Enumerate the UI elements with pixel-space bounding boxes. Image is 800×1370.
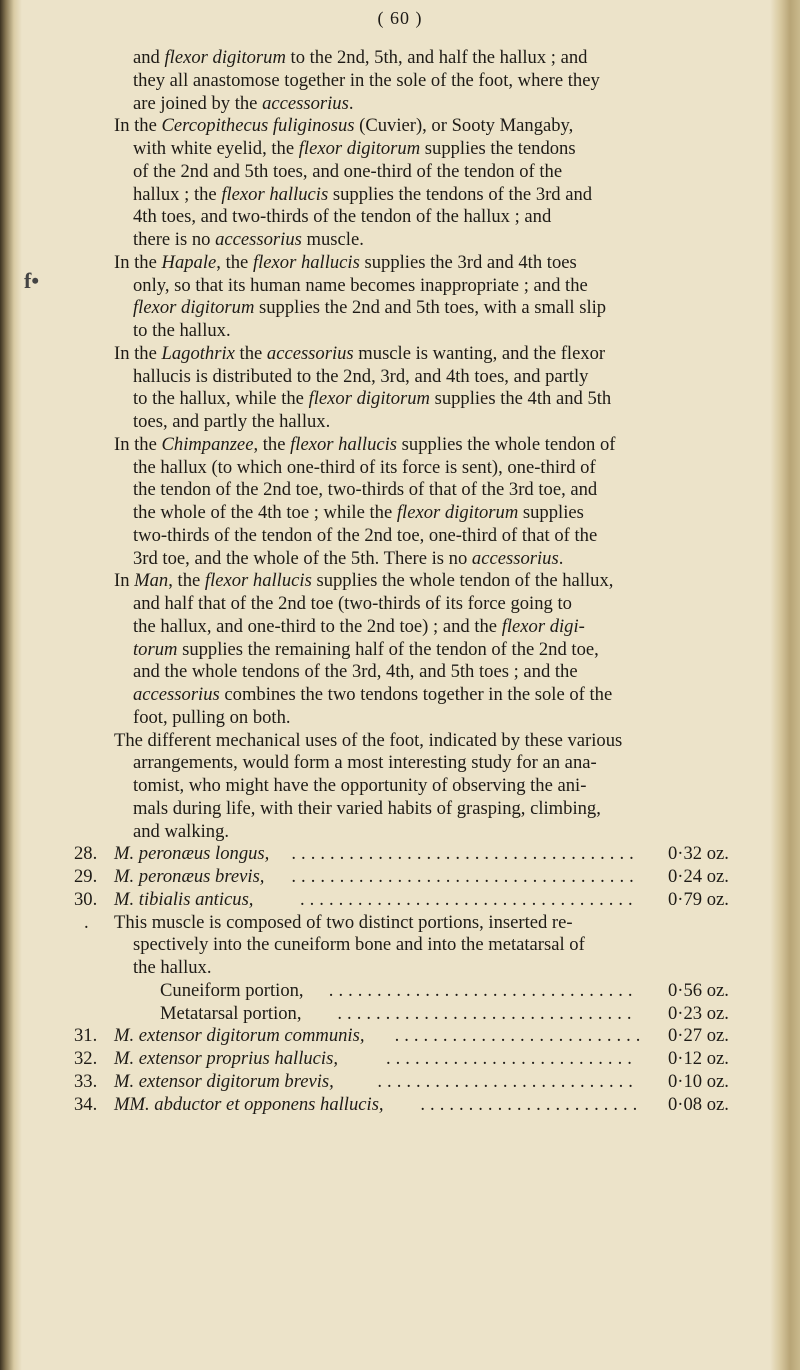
- weight-value: 0·56 oz.: [668, 979, 729, 1001]
- muscle-name: M. extensor proprius hallucis,: [114, 1048, 338, 1069]
- text-line: and the whole tendons of the 3rd, 4th, and 5th toes ; and the: [133, 661, 578, 683]
- text-line: flexor digitorum supplies the 2nd and 5th toes, with a small slip: [133, 297, 607, 319]
- muscle-name: Cuneiform portion,: [160, 979, 304, 1001]
- weight-value: 0·08 oz.: [668, 1093, 729, 1115]
- note-bullet: .: [84, 911, 89, 933]
- note-line: spectively into the cuneiform bone and into the metatarsal of: [133, 934, 585, 956]
- entry-number: 31.: [74, 1025, 98, 1047]
- text-line: and flexor digitorum to the 2nd, 5th, and half the hallux ; and: [133, 47, 588, 68]
- text-line: In the Cercopithecus fuliginosus (Cuvier), or Sooty Mangaby,: [114, 115, 574, 137]
- text-line: hallux ; the flexor hallucis supplies the tendons of the 3rd and: [133, 183, 593, 205]
- text-line: In the Hapale, the flexor hallucis supplies the 3rd and 4th toes: [114, 251, 577, 273]
- dot-leader: ...............................: [337, 1002, 637, 1024]
- text-line: hallucis is distributed to the 2nd, 3rd, and 4th toes, and partly: [133, 365, 589, 387]
- dot-leader: ...........................: [377, 1070, 638, 1092]
- text-line: to the hallux.: [133, 320, 231, 341]
- dot-leader: ....................................: [291, 843, 639, 865]
- entry-number: 32.: [74, 1048, 98, 1069]
- page-number: ( 60 ): [377, 8, 423, 28]
- text-line: torum supplies the remaining half of the tendon of the 2nd toe,: [133, 638, 599, 660]
- muscle-name: MM. abductor et opponens hallucis,: [114, 1093, 384, 1115]
- note-line: This muscle is composed of two distinct portions, inserted re-: [114, 911, 573, 933]
- muscle-name: M. peronæus longus,: [114, 843, 270, 865]
- muscle-name: M. tibialis anticus,: [114, 888, 254, 910]
- text-line: arrangements, would form a most interesting study for an ana-: [133, 752, 597, 774]
- muscle-name: M. extensor digitorum brevis,: [114, 1070, 334, 1092]
- entry-number: 29.: [74, 866, 98, 887]
- entry-number: 34.: [74, 1093, 98, 1115]
- text-line: the hallux (to which one-third of its force is sent), one-third of: [133, 456, 596, 478]
- text-line: the tendon of the 2nd toe, two-thirds of that of the 3rd toe, and: [133, 479, 598, 501]
- text-line: the whole of the 4th toe ; while the flexor digitorum supplies: [133, 502, 584, 523]
- weight-value: 0·12 oz.: [668, 1048, 729, 1069]
- text-line: and walking.: [133, 820, 230, 842]
- weight-value: 0·10 oz.: [668, 1070, 729, 1092]
- muscle-name: Metatarsal portion,: [160, 1002, 302, 1024]
- text-line: toes, and partly the hallux.: [133, 411, 331, 432]
- text-line: of the 2nd and 5th toes, and one-third of the tendon of the: [133, 160, 563, 182]
- text-line: 4th toes, and two-thirds of the tendon of the hallux ; and: [133, 206, 552, 228]
- muscle-name: M. peronæus brevis,: [114, 866, 265, 887]
- entry-number: 30.: [74, 888, 98, 910]
- text-line: The different mechanical uses of the foot, indicated by these various: [114, 729, 623, 751]
- dot-leader: ...................................: [300, 888, 638, 910]
- dot-leader: .......................: [420, 1093, 643, 1115]
- text-line: two-thirds of the tendon of the 2nd toe, one-third of that of the: [133, 524, 598, 546]
- text-line: the hallux, and one-third to the 2nd toe) ; and the flexor digi-: [133, 615, 585, 637]
- text-line: 3rd toe, and the whole of the 5th. There is no accessorius.: [133, 547, 564, 569]
- dot-leader: ..........................: [386, 1048, 637, 1069]
- text-line: In Man, the flexor hallucis supplies the whole tendon of the hallux,: [114, 570, 614, 592]
- text-line: only, so that its human name becomes inappropriate ; and the: [133, 274, 588, 296]
- text-line: they all anastomose together in the sole of the foot, where they: [133, 69, 600, 91]
- muscle-name: M. extensor digitorum communis,: [114, 1025, 365, 1047]
- text-line: In the Lagothrix the accessorius muscle is wanting, and the flexor: [114, 342, 606, 364]
- text-line: are joined by the accessorius.: [133, 92, 354, 114]
- dot-leader: ..........................: [394, 1025, 646, 1047]
- margin-mark: f•: [24, 268, 40, 293]
- text-line: mals during life, with their varied habits of grasping, climbing,: [133, 797, 601, 819]
- text-line: there is no accessorius muscle.: [133, 229, 364, 250]
- weight-value: 0·24 oz.: [668, 866, 729, 887]
- text-line: and half that of the 2nd toe (two-thirds of its force going to: [133, 593, 572, 614]
- dot-leader: ....................................: [291, 866, 639, 887]
- entry-number: 33.: [74, 1070, 98, 1092]
- weight-value: 0·23 oz.: [668, 1002, 729, 1024]
- entry-number: 28.: [74, 843, 98, 865]
- text-line: to the hallux, while the flexor digitorum supplies the 4th and 5th: [133, 388, 612, 410]
- text-line: In the Chimpanzee, the flexor hallucis supplies the whole tendon of: [114, 433, 616, 455]
- text-line: tomist, who might have the opportunity of observing the ani-: [133, 775, 587, 796]
- weight-value: 0·79 oz.: [668, 888, 729, 910]
- text-line: with white eyelid, the flexor digitorum supplies the tendons: [133, 138, 576, 159]
- weight-value: 0·27 oz.: [668, 1025, 729, 1047]
- text-line: foot, pulling on both.: [133, 706, 291, 728]
- note-line: the hallux.: [133, 957, 212, 978]
- text-line: accessorius combines the two tendons together in the sole of the: [133, 684, 613, 705]
- weight-value: 0·32 oz.: [668, 843, 729, 865]
- dot-leader: ................................: [328, 979, 638, 1001]
